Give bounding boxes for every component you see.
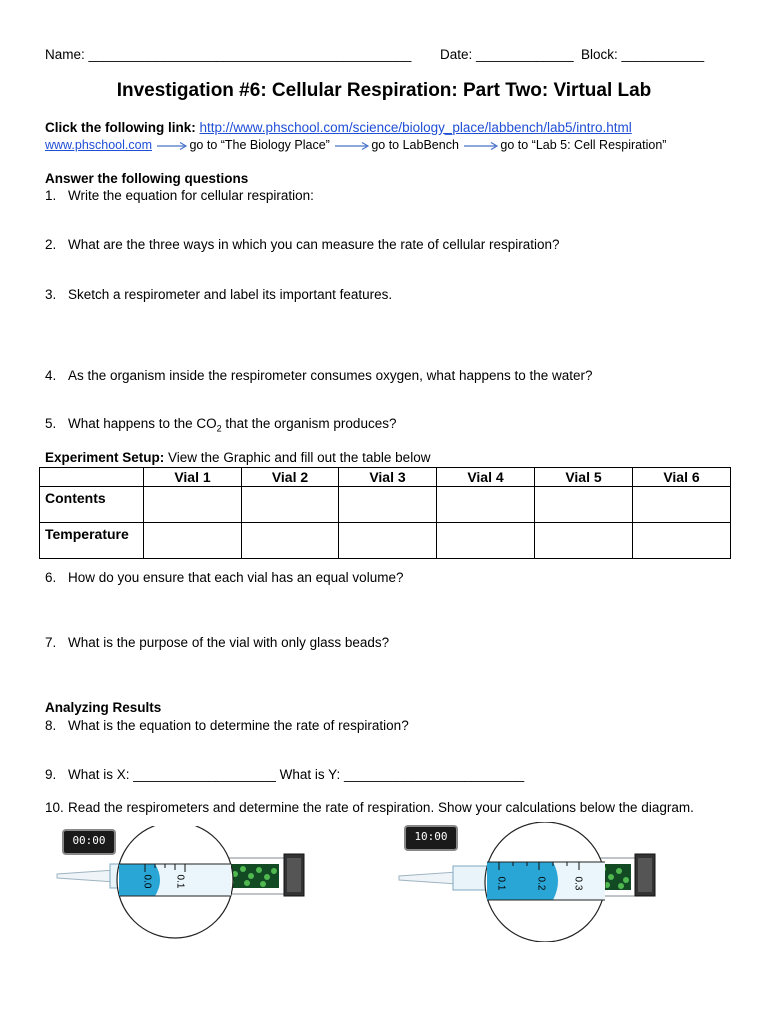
nav-path: [45, 138, 666, 152]
table-row: [40, 523, 731, 559]
arrow-right-icon: [155, 141, 189, 151]
row-header: Contents: [40, 487, 144, 523]
nav-step-3: go to “Lab 5: Cell Respiration”: [500, 138, 667, 152]
analyzing-heading: Analyzing Results: [45, 700, 162, 715]
table-row: [40, 487, 731, 523]
arrow-right-icon: [333, 141, 371, 151]
block-field-label: Block: ___________: [581, 47, 705, 62]
questions-heading: Answer the following questions: [45, 171, 249, 186]
page-title: Investigation #6: Cellular Respiration: Part Two: Virtual Lab: [116, 80, 652, 101]
respirometer-diagram-end: [395, 822, 665, 942]
column-header: Vial 1: [144, 468, 242, 487]
question-10: 10. Read the respirometers and determine the rate of respiration. Show your calculations below the diagram.: [45, 800, 694, 815]
table-cell[interactable]: [535, 487, 633, 523]
lab-url-link[interactable]: http://www.phschool.com/science/biology_place/labbench/lab5/intro.html: [199, 120, 632, 135]
link-line: [45, 120, 632, 135]
date-field-label: Date: _____________: [440, 47, 574, 62]
column-header: Vial 6: [633, 468, 731, 487]
column-header: Vial 2: [242, 468, 339, 487]
question-6: 6. How do you ensure that each vial has an equal volume?: [45, 570, 404, 585]
respirometer-diagram-start: [55, 826, 315, 941]
vial-table: [39, 467, 731, 559]
table-cell[interactable]: [437, 487, 535, 523]
nav-step-2: go to LabBench: [371, 138, 459, 152]
table-cell[interactable]: [437, 523, 535, 559]
link-prefix: Click the following link:: [45, 120, 196, 135]
question-7: 7. What is the purpose of the vial with only glass beads?: [45, 635, 390, 650]
table-cell[interactable]: [242, 523, 339, 559]
nav-step-1: go to “The Biology Place”: [189, 138, 330, 152]
site-link[interactable]: www.phschool.com: [45, 138, 152, 152]
table-cell[interactable]: [339, 487, 437, 523]
scale-label: 0.1: [174, 874, 186, 889]
timer-display: 00:00: [72, 834, 106, 847]
question-1: 1. Write the equation for cellular respiration:: [45, 188, 314, 203]
table-corner-cell: [40, 468, 144, 487]
table-cell[interactable]: [242, 487, 339, 523]
timer-display: 10:00: [414, 830, 448, 843]
table-cell[interactable]: [633, 487, 731, 523]
column-header: Vial 5: [535, 468, 633, 487]
scale-label: 0.2: [535, 876, 547, 891]
scale-label: 0.1: [495, 876, 507, 891]
question-8: 8. What is the equation to determine the rate of respiration?: [45, 718, 409, 733]
scale-label: 0.0: [141, 874, 153, 889]
question-4: 4. As the organism inside the respirometer consumes oxygen, what happens to the water?: [45, 368, 593, 383]
table-cell[interactable]: [144, 523, 242, 559]
column-header: Vial 4: [437, 468, 535, 487]
table-cell[interactable]: [339, 523, 437, 559]
question-3: 3. Sketch a respirometer and label its important features.: [45, 287, 393, 302]
table-cell[interactable]: [535, 523, 633, 559]
question-2: 2. What are the three ways in which you can measure the rate of cellular respiration?: [45, 237, 560, 252]
scale-label: 0.3: [572, 876, 584, 891]
question-5: 5. What happens to the $CO_2$ that the organism produces?: [45, 416, 397, 434]
arrow-right-icon: [462, 141, 500, 151]
table-cell[interactable]: [633, 523, 731, 559]
table-cell[interactable]: [144, 487, 242, 523]
name-field-label: Name: ___________________________________________: [45, 47, 412, 62]
question-9: 9. What is X: ___________________ What is Y: ________________________: [45, 767, 525, 782]
column-header: Vial 3: [339, 468, 437, 487]
row-header: Temperature: [40, 523, 144, 559]
experiment-setup-line: Experiment Setup: View the Graphic and fill out the table below: [45, 450, 431, 465]
table-header-row: [40, 468, 731, 487]
